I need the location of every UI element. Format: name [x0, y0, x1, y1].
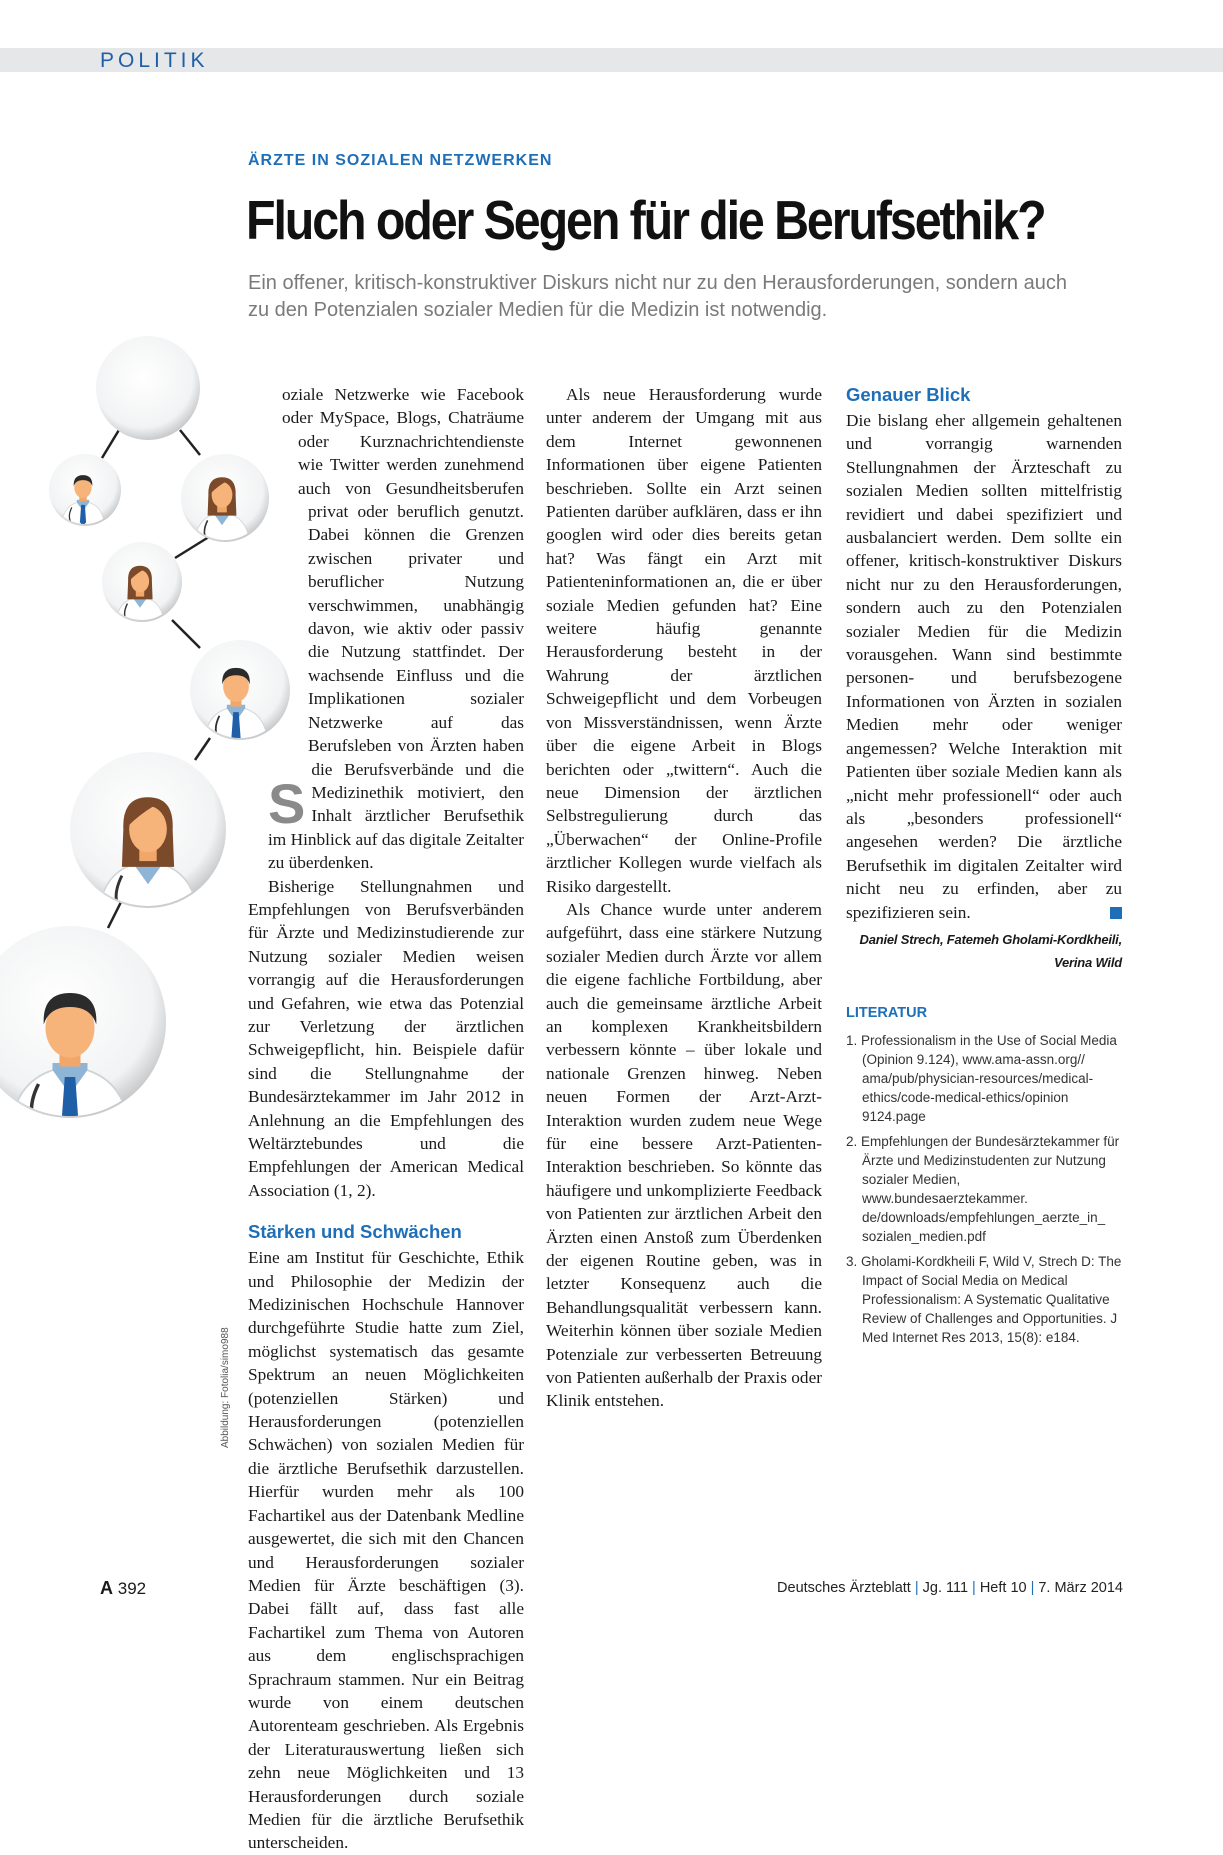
doctor-male-icon [96, 336, 200, 442]
literature-heading: LITERATUR [846, 1004, 928, 1021]
end-mark-icon [1110, 907, 1122, 919]
literature-item: 3. Gholami-Kordkheili F, Wild V, Strech D: The Impact of Social Media on Medical Professionalism: A Systematic Qualitative Review of Challenges and Opportunities. J Med Internet Res 2013, 15(8): e184. [846, 1254, 1122, 1346]
article-column-3 [846, 383, 1122, 1353]
article-column-1 [248, 383, 524, 1855]
doctor-female-icon [70, 752, 226, 925]
journal-issue: Heft 10 [979, 1580, 1027, 1596]
page-number-value: 392 [117, 1579, 147, 1598]
paragraph-3: Eine am Institut für Geschichte, Ethik und Philosophie der Medizin der Medizinischen Hochschule Hannover durchgeführte Studie hatte zum Ziel, möglichst systematisch das gesamte Spektrum an neuen Möglichkeiten (potenziellen Stärken) und Herausforderungen (potenziellen Schwächen) von sozialen Medien für die ärztliche Berufsethik darzustellen. Hierfür wurden mehr als 100 Fachartikel aus der Datenbank Medline ausgewertet, die sich mit den Chancen und Herausforderungen sozialer Medien für Ärzte beschäftigen (3). Dabei fällt auf, dass fast alle Fachartikel zum Thema von Autoren aus dem englischsprachigen Sprachraum stammen. Nur ein Beitrag wurde von einem deutschen Autorenteam geschrieben. Als Ergebnis der Literaturauswertung ließen sich zehn neue Möglichkeiten und 13 Herausforderungen durch soziale Medien für die ärztliche Berufsethik unterscheiden. [248, 1248, 524, 1853]
journal-name: Deutsches Ärzteblatt [777, 1580, 911, 1596]
article-lead: Ein offener, kritisch-konstruktiver Diskurs nicht nur zu den Herausforderungen, sondern auch zu den Potenzialen sozialer Medien für die Medizin ist notwendig. [248, 272, 1067, 321]
article-authors: Daniel Strech, Fatemeh Gholami-Kordkheili, Verina Wild [859, 931, 1122, 970]
paragraph-1: oziale Netzwerke wie Facebook oder MySpace, Blogs, Chaträume oder Kurznachrichtendienste wie Twitter werden zunehmend auch von Gesundheitsberufen privat oder beruflich genutzt. Dabei können die Grenzen zwischen privater und beruflicher Nutzung verschwimmen, unabhängig davon, wie aktiv oder passiv die Nutzung stattfindet. Der wachsende Einfluss und die Implikationen sozialer Netzwerke auf das Berufsleben von Ärzten haben die Berufsverbände und die Medizinethik motiviert, den Inhalt ärztlicher Berufsethik im Hinblick auf das digitale Zeitalter zu überdenken. [268, 385, 524, 873]
dropcap: S [268, 772, 306, 835]
literature-item: 2. Empfehlungen der Bundesärztekammer für Ärzte und Medizinstudenten zur Nutzung sozialer Medien, www.bundesaerztekammer. de/downloads/empfehlungen_aerzte_in_ sozialen_medien.pdf [846, 1134, 1120, 1245]
heading-genauer-blick: Genauer Blick [846, 384, 971, 405]
paragraph-4: Als neue Herausforderung wurde unter anderem der Umgang mit aus dem Internet gewonnenen Informationen über eigene Patienten beschrieben. Sollte ein Arzt seinen Patienten darüber aufklären, dass er ihn googlen wird oder dies bereits getan hat? Was fängt ein Arzt mit Patienteninformationen an, die er über soziale Medien gefunden hat? Eine weitere häufig genannte Herausforderung besteht in der Wahrung der ärztlichen Schweigepflicht und dem Vorbeugen von Missverständnissen, wenn Ärzte über die eigene Arbeit in Blogs berichten oder „twittern“. Auch die neue Dimension der ärztlichen Selbstregulierung durch das „Überwachen“ der Online-Profile ärztlicher Kollegen wurde vielfach als Risiko dargestellt. [546, 385, 822, 896]
literature-item: 1. Professionalism in the Use of Social Media (Opinion 9.124), www.ama-assn.org// ama/pub/physician-resources/medical-ethics/code-medical-ethics/opinion 9124.page [846, 1033, 1117, 1125]
article-column-2 [546, 383, 822, 1413]
article-title: Fluch oder Segen für die Berufsethik? [246, 189, 1045, 251]
doctor-male-icon [49, 454, 121, 528]
image-credit: Abbildung: Fotolia/simo988 [220, 1327, 231, 1448]
article-kicker: ÄRZTE IN SOZIALEN NETZWERKEN [248, 152, 553, 169]
section-label: POLITIK [100, 49, 209, 72]
paragraph-2: Bisherige Stellungnahmen und Empfehlungen von Berufsverbänden für Ärzte und Medizinstudierende zur Nutzung sozialer Medien weisen vorrangig auf die Herausforderungen und Gefahren, wie etwa das Potenzial zur Verletzung der ärztlichen Schweigepflicht, hin. Beispiele dafür sind die Stellungnahme der Bundesärztekammer im Jahr 2012 in Anlehnung an die Empfehlungen des Weltärztebundes und die Empfehlungen der American Medical Association (1, 2). [248, 876, 524, 1200]
paragraph-5: Als Chance wurde unter anderem aufgeführt, dass eine stärkere Nutzung sozialer Medien durch Ärzte vor allem die eigene fachliche Fortbildung, aber auch die gemeinsame ärztliche Arbeit an komplexen Krankheitsbildern verbessern könnte – über lokale und nationale Grenzen hinweg. Neben neuen Formen der Arzt-Arzt-Interaktion wurden zudem neue Wege für eine bessere Arzt-Patienten-Interaktion beschrieben. So könnte das häufigere und unkomplizierte Feedback von Patienten zur ärztlichen Arbeit den Ärzten einen Anstoß zum Überdenken der eigenen Routine geben, was in letzter Konsequenz auch die Behandlungsqualität verbessern kann. Weiterhin können über soziale Medien Potenziale zur verbesserten Betreuung von Patienten außerhalb der Praxis oder Klinik entstehen. [546, 899, 822, 1411]
heading-staerken: Stärken und Schwächen [248, 1221, 462, 1243]
literature-list [846, 1031, 1122, 1347]
journal-volume: Jg. 111 [922, 1580, 969, 1596]
doctor-male-icon [0, 926, 166, 1143]
doctor-female-icon [102, 542, 182, 627]
page-prefix: A [100, 1578, 113, 1598]
paragraph-6: Die bislang eher allgemein gehaltenen und vorrangig warnenden Stellungnahmen der Ärzteschaft zu sozialen Medien sollten mittelfristig revidiert und dabei spezifiziert und ausbalanciert werden. Dem sollte ein offener, kritisch-konstruktiver Diskurs nicht nur zu den Herausforderungen, sondern auch zu den Potenzialen sozialer Medien für die Medizin vorausgehen. Wann sind bestimmte personen- und berufsbezogene Informationen von Ärzten in sozialen Medien mehr oder weniger angemessen? Welche Interaktion mit Patienten über soziale Medien kann als „nicht mehr professionell“ oder auch als „besonders professionell“ angesehen werden? Die ärztliche Berufsethik im digitalen Zeitalter wird nicht neu zu erfinden, aber zu spezifizieren sein. [846, 411, 1122, 922]
journal-footer: Deutsches Ärzteblatt | Jg. 111 | Heft 10 | 7. März 2014 [777, 1580, 1123, 1596]
journal-date: 7. März 2014 [1038, 1580, 1123, 1596]
page-number [100, 1578, 146, 1599]
